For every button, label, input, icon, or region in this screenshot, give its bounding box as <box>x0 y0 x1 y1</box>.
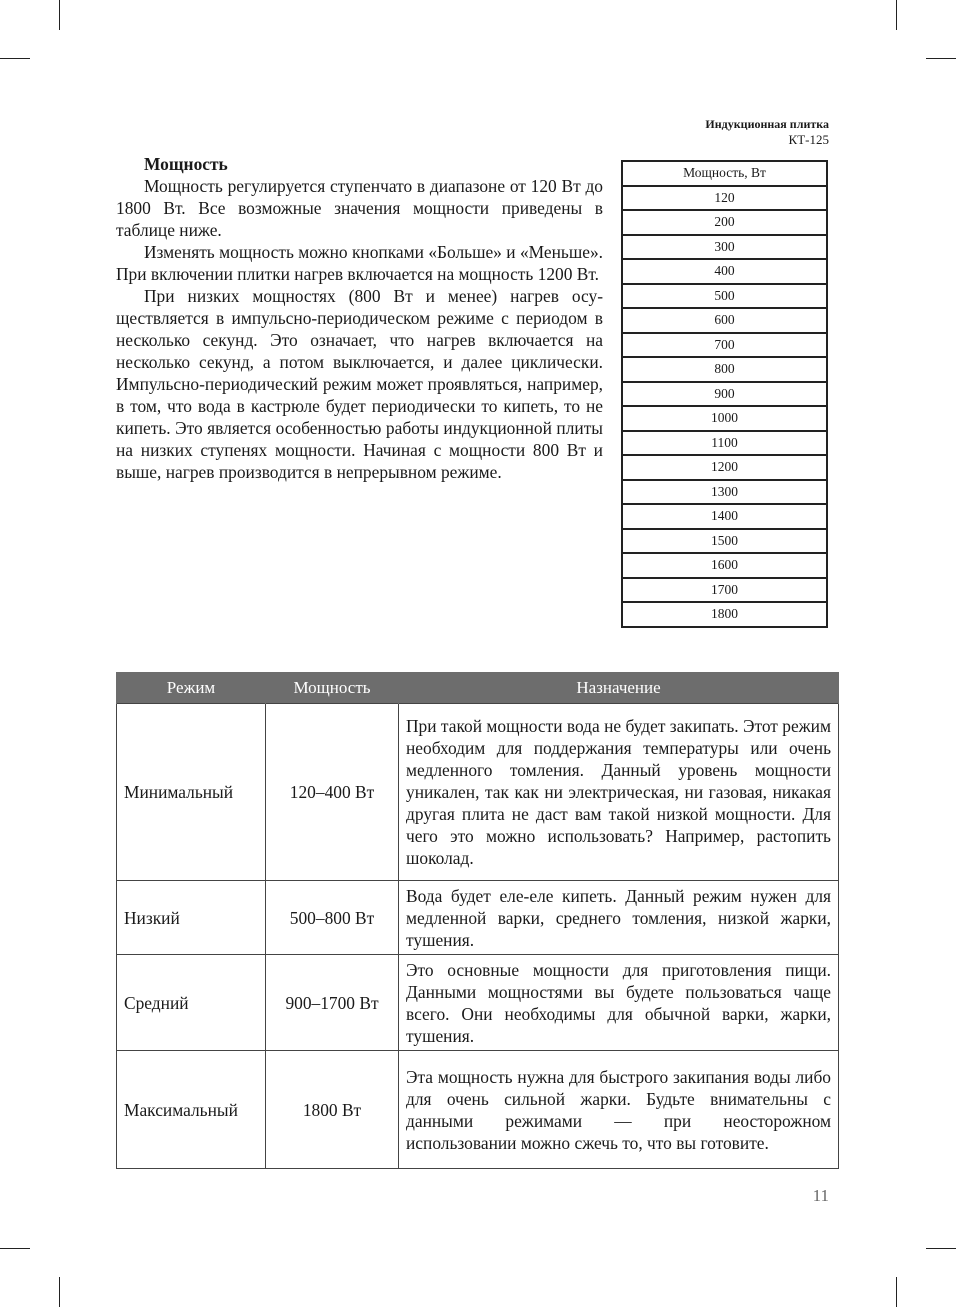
power-value-cell: 1700 <box>622 578 827 603</box>
mode-cell: Низкий <box>117 881 266 955</box>
paragraph: Мощность регулируется ступенчато в диапазоне от 120 Вт до 1800 Вт. Все возможные значения мощности приведены в таблице ниже. <box>116 176 603 240</box>
crop-mark <box>896 0 897 30</box>
table-row <box>117 955 839 1051</box>
power-cell: 1800 Вт <box>266 1051 399 1169</box>
power-value-cell: 1300 <box>622 480 827 505</box>
table-row <box>117 881 839 955</box>
power-cell: 500–800 Вт <box>266 881 399 955</box>
power-value-cell: 800 <box>622 357 827 382</box>
column-header-purpose: Назначение <box>399 672 839 704</box>
power-value-cell: 700 <box>622 333 827 358</box>
purpose-cell: Это основные мощности для приготовления пищи. Данными мощностями вы будете пользоваться чаще всего. Они необходимы для обычной варки, жарки, тушения. <box>399 955 839 1051</box>
mode-cell: Максимальный <box>117 1051 266 1169</box>
crop-mark <box>926 1248 956 1249</box>
crop-mark <box>0 58 30 59</box>
mode-cell: Минимальный <box>117 704 266 881</box>
header-title: Индукционная плитка <box>705 117 829 131</box>
power-values-table <box>621 160 828 628</box>
power-value-cell: 400 <box>622 259 827 284</box>
paragraph: Изменять мощность можно кнопками «Больше» и «Меньше». При включении плитки нагрев включается на мощность 1200 Вт. <box>116 242 603 284</box>
power-value-cell: 200 <box>622 210 827 235</box>
page-number: 11 <box>812 1186 829 1205</box>
purpose-cell: Вода будет еле-еле кипеть. Данный режим нужен для медленной варки, среднего томления, низкой жарки, тушения. <box>399 881 839 955</box>
section-heading: Мощность <box>144 154 228 174</box>
power-value-cell: 1400 <box>622 504 827 529</box>
crop-mark <box>59 1277 60 1307</box>
table-row <box>117 1051 839 1169</box>
power-value-cell: 1600 <box>622 553 827 578</box>
paragraph: При низких мощностях (800 Вт и менее) нагрев осуществляется в импульсно-периодическом режиме с периодом в несколько секунд. Это означает, что нагрев включается на несколько секунд, а потом выключается, и далее циклически. Импульсно-периодический режим может проявляться, например, в том, что вода в кастрюле будет периодически то кипеть, то не кипеть. Это является особенностью работы индукционной плиты на низких ступенях мощности. Начиная с мощности 800 Вт и выше, нагрев производится в непрерывном режиме. <box>116 286 603 482</box>
power-table-header: Мощность, Вт <box>622 161 827 186</box>
column-header-power: Мощность <box>266 672 399 704</box>
power-value-cell: 900 <box>622 382 827 407</box>
table-row <box>117 704 839 881</box>
power-value-cell: 500 <box>622 284 827 309</box>
purpose-cell: При такой мощности вода не будет закипать. Этот режим необходим для поддержания температуры или очень медленного томления. Данный уровень мощности уникален, так как ни электрическая, ни газовая, никакая другая плита не даст вам такой низкой мощности. Для чего это можно использовать? Например, растопить шоколад. <box>399 704 839 881</box>
crop-mark <box>926 58 956 59</box>
power-value-cell: 600 <box>622 308 827 333</box>
purpose-cell: Эта мощность нужна для быстрого закипания воды либо для очень сильной жарки. Будьте внимательны с данными режимами — при неосторожном использовании можно сжечь то, что вы готовите. <box>399 1051 839 1169</box>
power-value-cell: 300 <box>622 235 827 260</box>
running-header <box>705 116 829 148</box>
power-value-cell: 1100 <box>622 431 827 456</box>
power-value-cell: 1800 <box>622 602 827 627</box>
column-header-mode: Режим <box>117 672 266 704</box>
power-value-cell: 1000 <box>622 406 827 431</box>
crop-mark <box>0 1248 30 1249</box>
modes-table <box>116 672 839 1169</box>
crop-mark <box>896 1277 897 1307</box>
crop-mark <box>59 0 60 30</box>
power-cell: 120–400 Вт <box>266 704 399 881</box>
power-section <box>116 153 603 483</box>
power-cell: 900–1700 Вт <box>266 955 399 1051</box>
power-value-cell: 1500 <box>622 529 827 554</box>
power-value-cell: 120 <box>622 186 827 211</box>
power-value-cell: 1200 <box>622 455 827 480</box>
mode-cell: Средний <box>117 955 266 1051</box>
header-model: КТ-125 <box>788 132 829 147</box>
